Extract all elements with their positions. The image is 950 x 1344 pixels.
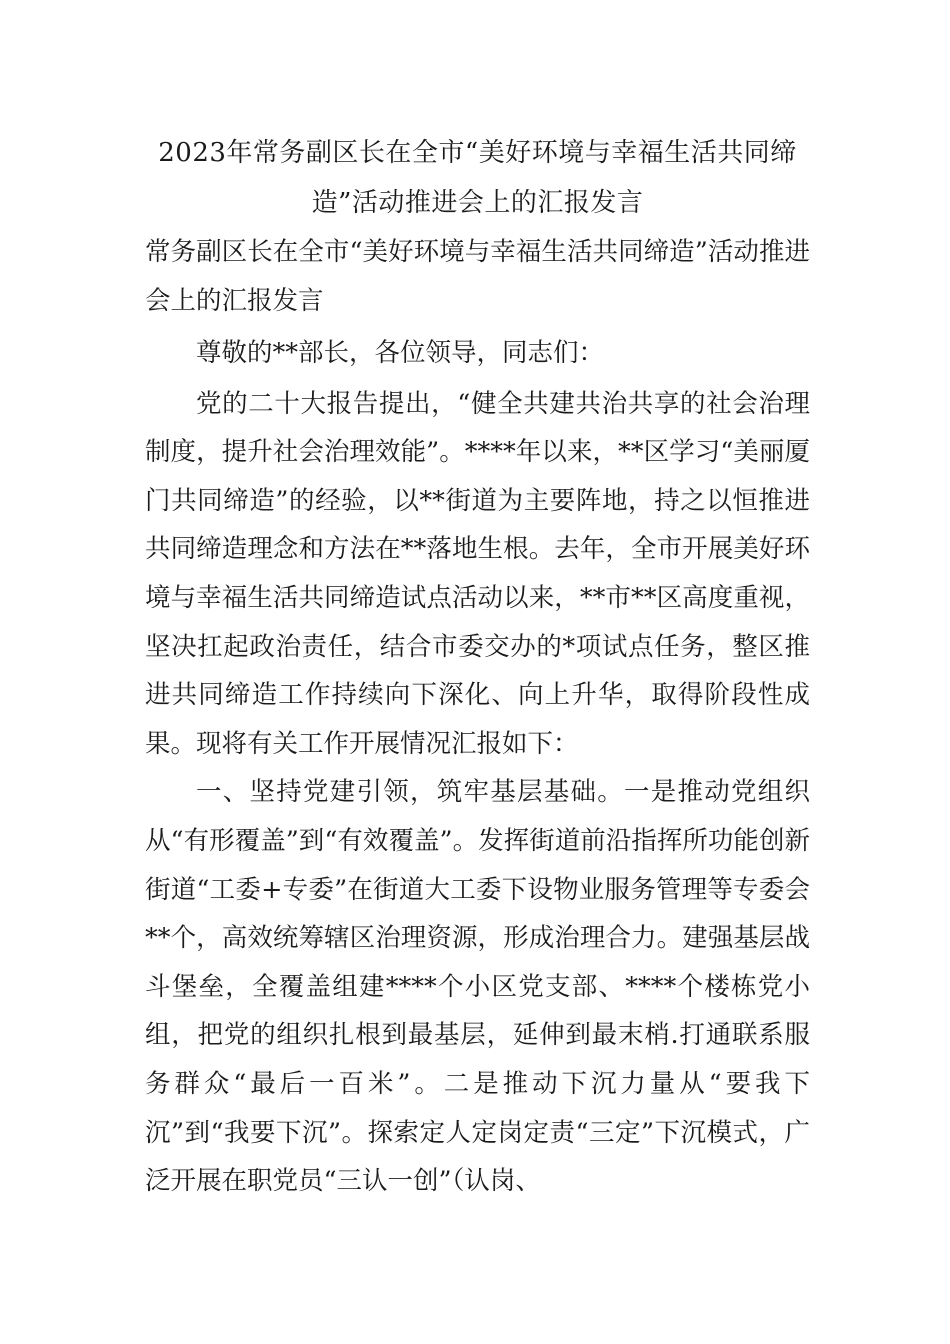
body-paragraph-1: 党的二十大报告提出，“健全共建共治共享的社会治理制度，提升社会治理效能”。****年以来，**区学习“美丽厦门共同缔造”的经验，以**街道为主要阵地，持之以恒推进共同缔造理念和方法在**落地生根。去年，全市开展美好环境与幸福生活共同缔造试点活动以来，**市**区高度重视，坚决扛起政治责任，结合市委交办的*项试点任务，整区推进共同缔造工作持续向下深化、向上升华，取得阶段性成果。现将有关工作开展情况汇报如下：: [145, 388, 810, 759]
salutation: 尊敬的**部长，各位领导，同志们：: [196, 338, 605, 368]
document-subtitle: 常务副区长在全市“美好环境与幸福生活共同缔造”活动推进会上的汇报发言: [145, 237, 810, 316]
document-title: 2023年常务副区长在全市“美好环境与幸福生活共同缔造”活动推进会上的汇报发言: [158, 138, 797, 218]
body-paragraph-2: 一、坚持党建引领，筑牢基层基础。一是推动党组织从“有形覆盖”到“有效覆盖”。发挥街道前沿指挥所功能创新街道“工委+专委”在街道大工委下设物业服务管理等专委会**个，高效统筹辖区治理资源，形成治理合力。建强基层战斗堡垒，全覆盖组建****个小区党支部、****个楼栋党小组，把党的组织扎根到最基层，延伸到最末梢.打通联系服务群众“最后一百米”。二是推动下沉力量从“要我下沉”到“我要下沉”。探索定人定岗定责“三定”下沉模式，广泛开展在职党员“三认一创”（认岗、: [145, 777, 810, 1197]
document-page: [145, 128, 810, 1206]
